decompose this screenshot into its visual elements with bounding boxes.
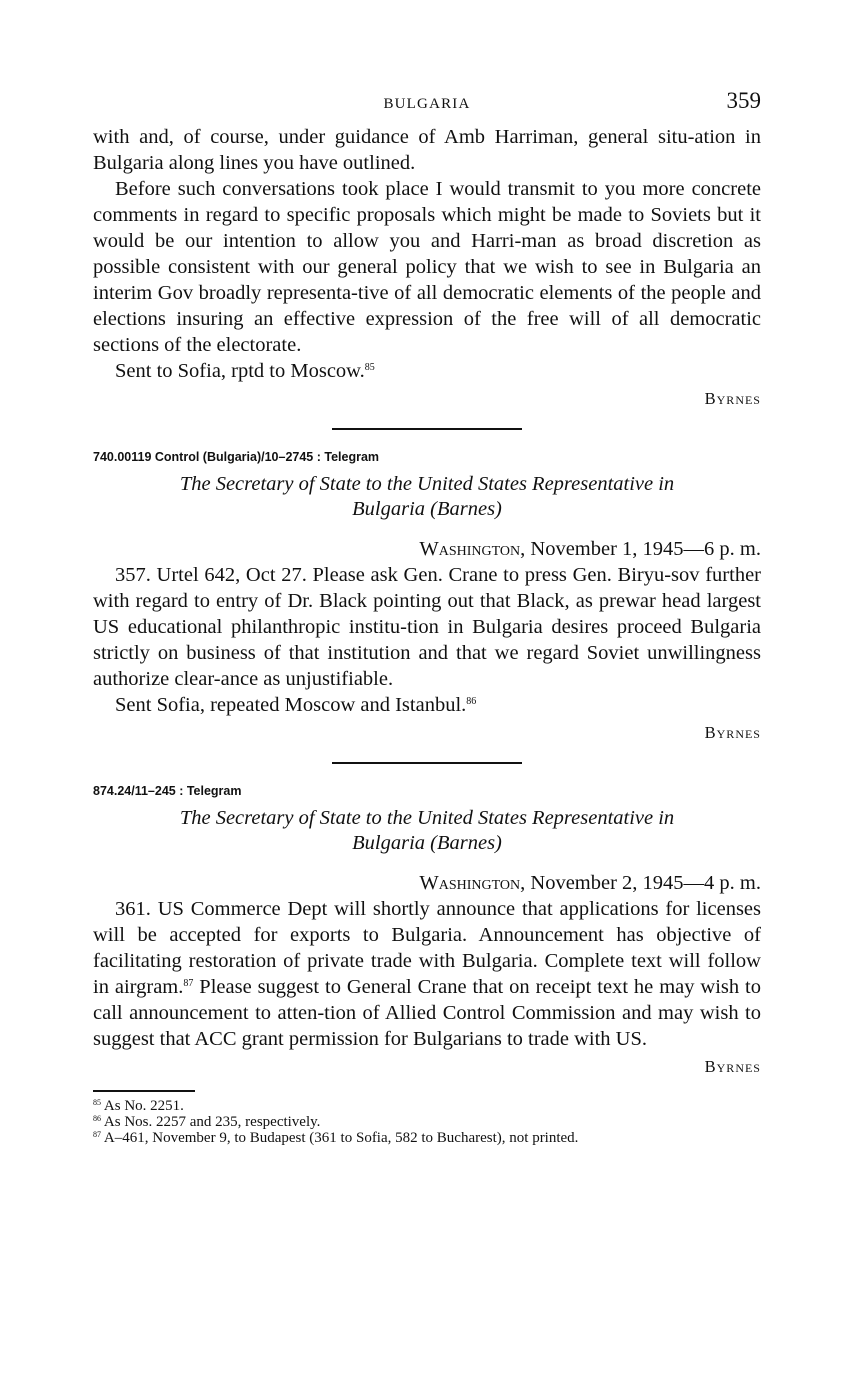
signature: Byrnes <box>704 389 761 408</box>
footnote-ref: 86 <box>466 696 477 707</box>
dateline-date: November 2, 1945—4 p. m. <box>525 872 761 894</box>
footnote <box>93 1114 761 1130</box>
dateline-place: Washington, <box>419 538 526 560</box>
section-divider <box>332 762 522 764</box>
dateline <box>93 536 761 562</box>
continued-paragraph: with and, of course, under guidance of Amb Harriman, general situ-ation in Bulgaria along lines you have outlined. <box>93 126 761 174</box>
body-paragraph <box>93 896 761 1052</box>
body-text: 361. US Commerce Dept will shortly announce that applications for licenses will be accepted for exports to Bulgaria. Announcement has objective of facilitating restoration of private trade with Bulgaria. Complete text will follow in airgram. <box>93 898 761 998</box>
file-reference: 874.24/11–245 : Telegram <box>93 784 242 798</box>
footnote <box>93 1098 761 1114</box>
body-paragraph: 357. Urtel 642, Oct 27. Please ask Gen. Crane to press Gen. Biryu-sov further with regard to entry of Dr. Black pointing out that Black, as prewar head largest US educational philanthropic institu-tion in Bulgaria desires proceed Bulgaria strictly on business of that institution and that we regard Soviet unwillingness authorize clear-ance as unjustifiable. <box>93 564 761 690</box>
dateline-date: November 1, 1945—6 p. m. <box>525 538 761 560</box>
document-heading <box>113 806 741 856</box>
file-reference: 740.00119 Control (Bulgaria)/10–2745 : Telegram <box>93 450 380 464</box>
page-header <box>93 88 761 124</box>
sent-text: Sent Sofia, repeated Moscow and Istanbul. <box>115 694 467 716</box>
page-number: 359 <box>726 88 761 113</box>
footnote <box>93 1130 761 1146</box>
document-page <box>93 88 761 1146</box>
footnote-text: A–461, November 9, to Budapest (361 to Sofia, 582 to Bucharest), not printed. <box>101 1130 579 1146</box>
footnote-text: As No. 2251. <box>101 1098 184 1114</box>
dateline-place: Washington, <box>419 872 526 894</box>
heading-line: Bulgaria (Barnes) <box>352 832 502 854</box>
body-paragraph: Before such conversations took place I would transmit to you more concrete comments in regard to specific proposals which might be made to Soviets but it would be our intention to allow you and Harri-man as broad discretion as possible consistent with our general policy that we wish to see in Bulgaria an interim Gov broadly representa-tive of all democratic elements of the people and elections insuring an effective expression of the free will of all democratic sections of the electorate. <box>93 178 761 356</box>
footnote-text: As Nos. 2257 and 235, respectively. <box>101 1114 321 1130</box>
dateline <box>93 870 761 896</box>
sent-text: Sent to Sofia, rptd to Moscow. <box>115 360 365 382</box>
sent-line <box>93 692 761 718</box>
running-head: BULGARIA <box>383 96 471 112</box>
signature: Byrnes <box>704 723 761 742</box>
footnotes <box>93 1098 761 1146</box>
footnote-ref: 85 <box>364 362 375 373</box>
sent-line <box>93 358 761 384</box>
footnote-mark: 86 <box>93 1114 101 1123</box>
signature: Byrnes <box>704 1057 761 1076</box>
footnote-ref: 87 <box>183 978 194 989</box>
document-heading <box>113 472 741 522</box>
heading-line: The Secretary of State to the United States Representative in <box>179 473 675 495</box>
footnote-divider <box>93 1090 195 1092</box>
footnote-mark: 87 <box>93 1130 101 1139</box>
body-text: Please suggest to General Crane that on receipt text he may wish to call announcement to atten-tion of Allied Control Commission and may wish to suggest that ACC grant permission for Bulgarians to trade with US. <box>93 976 762 1050</box>
section-divider <box>332 428 522 430</box>
heading-line: The Secretary of State to the United States Representative in <box>179 807 675 829</box>
footnote-mark: 85 <box>93 1098 101 1107</box>
heading-line: Bulgaria (Barnes) <box>352 498 502 520</box>
